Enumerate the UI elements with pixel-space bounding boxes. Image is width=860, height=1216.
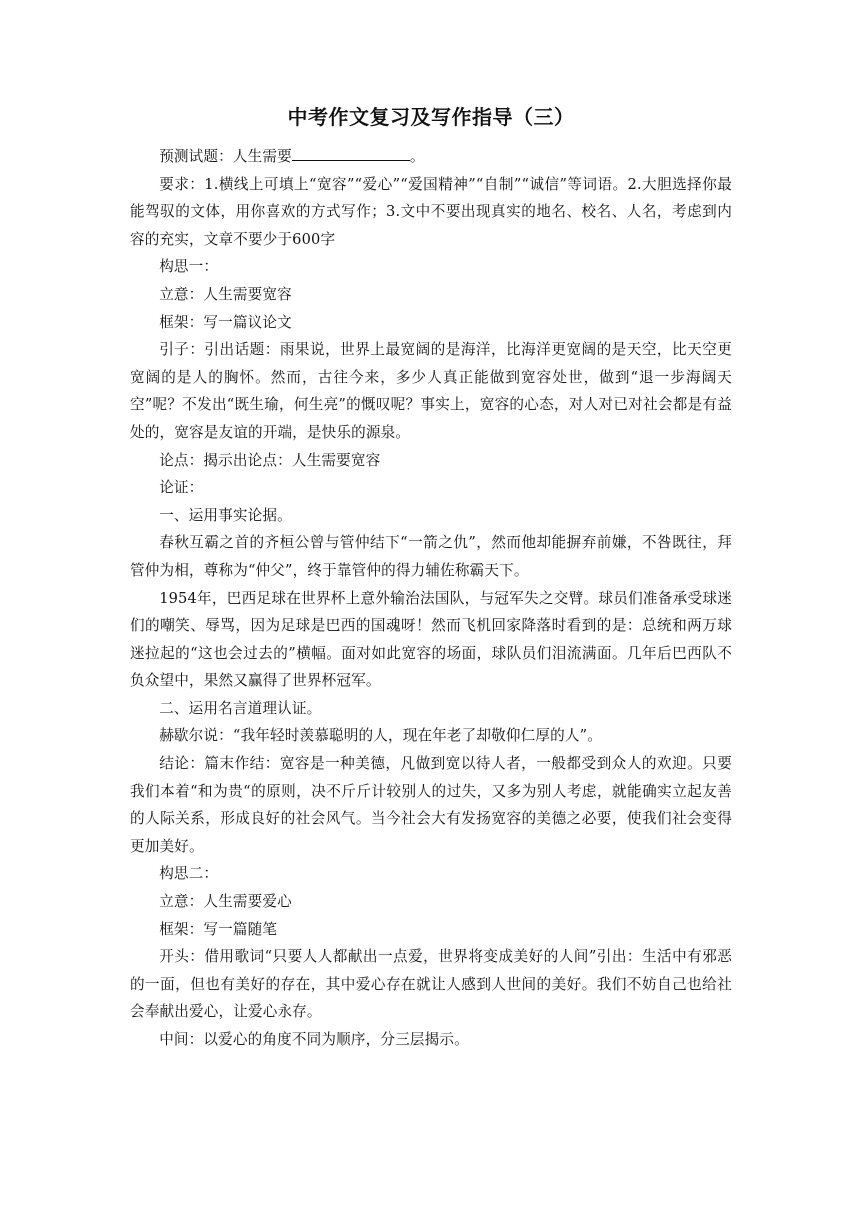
prompt-label: 预测试题：人生需要 [159, 148, 292, 165]
paragraph-framework-essay-two: 框架：写一篇随笔 [159, 920, 278, 938]
paragraph-fact-example-two: 1954年，巴西足球在世界杯上意外输治法国队，与冠军失之交臂。球员们准备承受球迷们的嘲笑、辱骂，因为足球是巴西的国魂呀！然而飞机回家降落时看到的是：总统和两万球迷拉起的“这也会过去的”横幅。面对如此宽容的场面，球队员们泪流满面。几年后巴西队不负众望中，果然又赢得了世界杯冠军。 [130, 589, 732, 690]
document-title: 中考作文复习及写作指导（三） [287, 105, 575, 129]
paragraph-argument-heading: 论证： [159, 479, 204, 497]
paragraph-thesis: 论点：揭示出论点：人生需要宽容 [159, 451, 381, 469]
paragraph-idea-two-heading: 构思二： [159, 865, 219, 883]
paragraph-fact-evidence-heading: 一、运用事实论据。 [159, 506, 292, 524]
paragraph-quote: 赫歇尔说：“我年轻时羡慕聪明的人，现在年老了却敬仰仁厚的人”。 [159, 727, 602, 745]
paragraph-quote-evidence-heading: 二、运用名言道理认证。 [159, 699, 322, 717]
paragraph-opening: 开头：借用歌词“只要人人都献出一点爱，世界将变成美好的人间”引出：生活中有邪恶的一面，但也有美好的存在，其中爱心存在就让人感到人世间的美好。我们不妨自己也给社会奉献出爱心，让爱心永存。 [130, 948, 732, 1021]
paragraph-theme-tolerance: 立意：人生需要宽容 [159, 285, 292, 303]
paragraph-middle: 中间：以爱心的角度不同为顺序，分三层揭示。 [159, 1031, 469, 1048]
document-body [130, 100, 732, 1054]
prompt-line [130, 143, 732, 171]
paragraph-framework-essay: 框架：写一篇议论文 [159, 313, 292, 331]
fill-in-blank [292, 146, 410, 161]
paragraph-requirements: 要求：1.横线上可填上“宽容”“爱心”“爱国精神”“自制”“诚信”等词语。2.大胆选择你最能驾驭的文体，用你喜欢的方式写作；3.文中不要出现真实的地名、校名、人名，考虑到内容的充实，文章不要少于600字 [130, 175, 732, 248]
paragraph-theme-love: 立意：人生需要爱心 [159, 893, 292, 911]
paragraph-introduction: 引子：引出话题：雨果说，世界上最宽阔的是海洋，比海洋更宽阔的是天空，比天空更宽阔的是人的胸怀。然而，古往今来，多少人真正能做到宽容处世，做到“退一步海阔天空”呢？不发出“既生瑜，何生亮”的慨叹呢？事实上，宽容的心态，对人对已对社会都是有益处的，宽容是友谊的开端，是快乐的源泉。 [130, 341, 732, 441]
paragraph-idea-one-heading: 构思一： [159, 258, 219, 276]
paragraph-conclusion: 结论：篇末作结：宽容是一种美德，凡做到宽以待人者，一般都受到众人的欢迎。只要我们本着“和为贵“的原则，决不斤斤计较别人的过失，又多为别人考虑，就能确实立起友善的人际关系，形成良好的社会风气。当今社会大有发扬宽容的美德之必要，使我们社会变得更加美好。 [130, 755, 732, 855]
prompt-end: 。 [409, 148, 425, 165]
paragraph-fact-example-one: 春秋互霸之首的齐桓公曾与管仲结下“一箭之仇”，然而他却能摒弃前嫌，不咎既往，拜管仲为相，尊称为“仲父”，终于靠管仲的得力辅佐称霸天下。 [130, 534, 732, 579]
